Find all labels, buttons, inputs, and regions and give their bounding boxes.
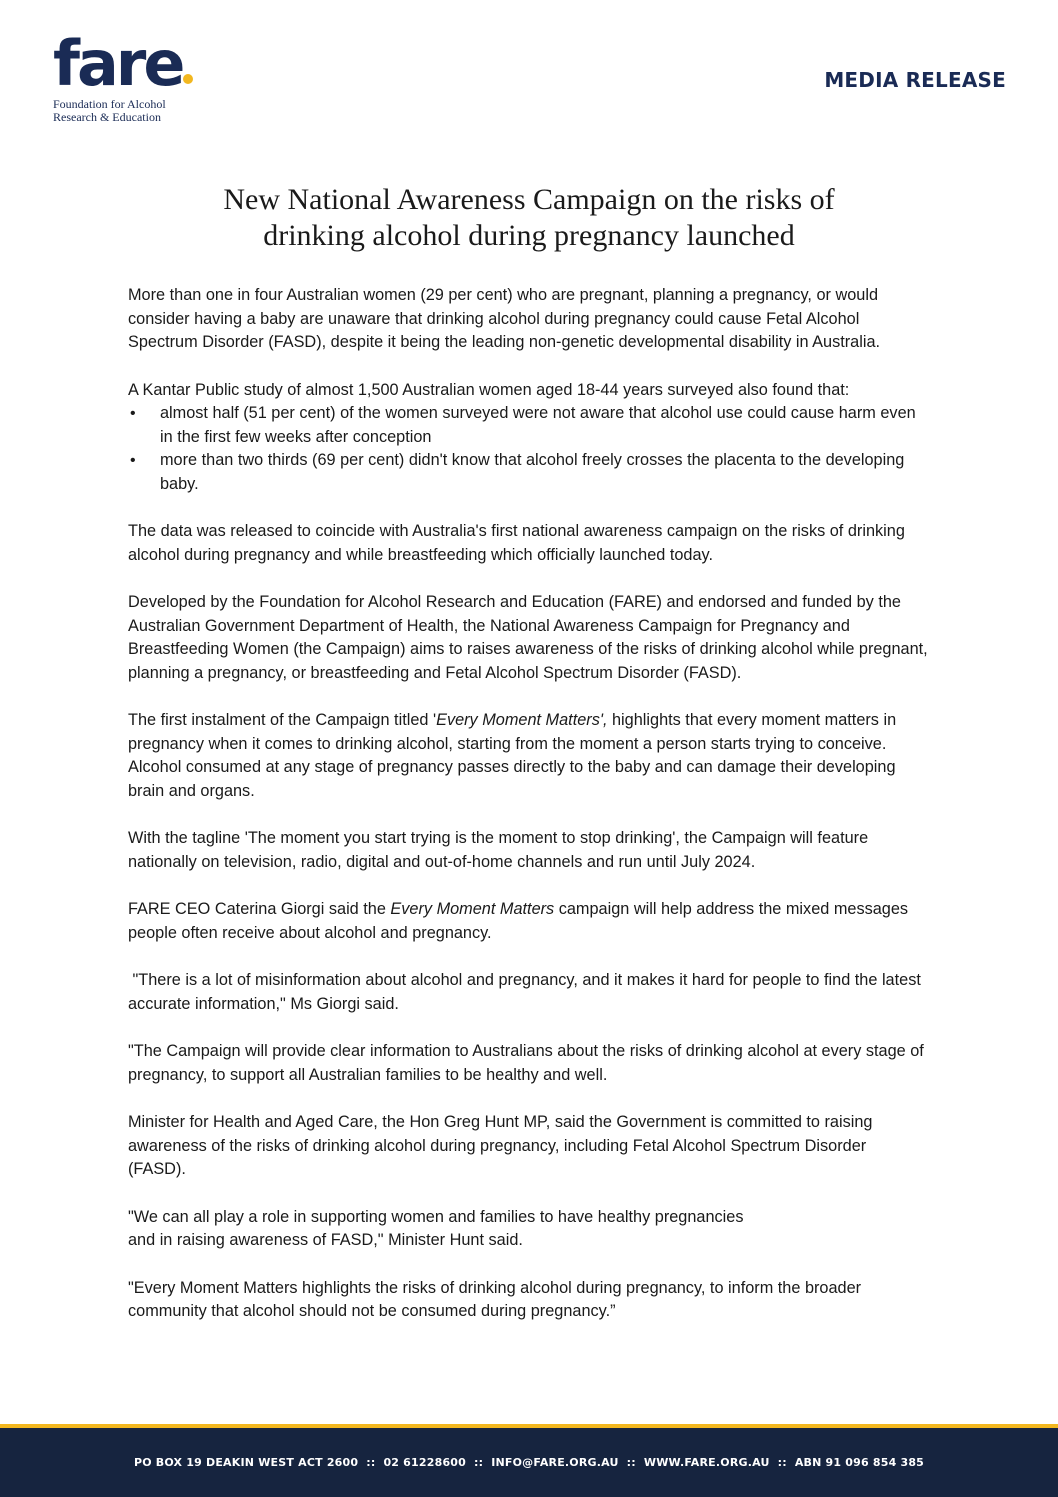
- fare-logo: [53, 27, 213, 124]
- p7-campaign-name: Every Moment Matters: [390, 900, 555, 918]
- p11-line1: "We can all play a role in supporting women and families to have healthy pregnancies: [128, 1207, 744, 1226]
- title-line2: drinking alcohol during pregnancy launched: [263, 219, 795, 252]
- media-release-label: MEDIA RELEASE: [824, 68, 1006, 92]
- p5-text-b: highlights that every moment matters in pregnancy when it comes to drinking alcohol, starting from the moment a person starts trying to conceive. Alcohol consumed at any stage of pregnancy passes directly to the baby and can damage their developing brain and organs.: [128, 711, 897, 800]
- footer-separator: ::: [474, 1456, 484, 1469]
- logo-subtitle-line1: Foundation for Alcohol: [53, 97, 166, 111]
- findings-list: [128, 402, 928, 496]
- footer-abn: ABN 91 096 854 385: [794, 1456, 925, 1469]
- paragraph-11: [128, 1206, 928, 1253]
- logo-dot-icon: [183, 74, 193, 84]
- title-line1: New National Awareness Campaign on the risks of: [223, 183, 835, 216]
- logo-subtitle-line2: Research & Education: [53, 110, 161, 124]
- paragraph-10: Minister for Health and Aged Care, the Hon Greg Hunt MP, said the Government is committed to raising awareness of the risks of drinking alcohol during pregnancy, including Fetal Alcohol Spectrum Disorder (FASD).: [128, 1113, 873, 1178]
- paragraph-2: A Kantar Public study of almost 1,500 Australian women aged 18-44 years surveyed also found that:: [128, 380, 850, 399]
- p11-line2: and in raising awareness of FASD," Minister Hunt said.: [128, 1231, 523, 1249]
- paragraph-8: "There is a lot of misinformation about alcohol and pregnancy, and it makes it hard for people to find the latest accurate information," Ms Giorgi said.: [128, 971, 926, 1013]
- logo-subtitle: [53, 98, 213, 124]
- footer-website[interactable]: WWW.FARE.ORG.AU: [643, 1456, 770, 1469]
- p5-text-a: The first instalment of the Campaign titled ': [128, 711, 437, 729]
- page-title: [0, 182, 1058, 254]
- paragraph-5: [128, 709, 928, 803]
- paragraph-7: [128, 898, 928, 945]
- footer-phone: 02 61228600: [383, 1456, 467, 1469]
- paragraph-9: "The Campaign will provide clear information to Australians about the risks of drinking alcohol at every stage of pregnancy, to support all Australian families to be healthy and well.: [128, 1042, 924, 1084]
- release-body: [128, 284, 928, 1324]
- paragraph-6: With the tagline 'The moment you start trying is the moment to stop drinking', the Campaign will feature nationally on television, radio, digital and out-of-home channels and run until July 2024.: [128, 829, 869, 871]
- paragraph-4: Developed by the Foundation for Alcohol Research and Education (FARE) and endorsed and funded by the Australian Government Department of Health, the National Awareness Campaign for Pregnancy and Breastfeeding Women (the Campaign) aims to raises awareness of the risks of drinking alcohol while pregnant, planning a pregnancy, or breastfeeding and Fetal Alcohol Spectrum Disorder (FASD).: [128, 593, 928, 682]
- p5-campaign-name: Every Moment Matters',: [436, 711, 608, 729]
- footer-bar: [0, 1428, 1058, 1497]
- logo-word-text: fare: [53, 27, 183, 100]
- logo-wordmark: [53, 27, 183, 100]
- paragraph-12: "Every Moment Matters highlights the risks of drinking alcohol during pregnancy, to inform the broader community that alcohol should not be consumed during pregnancy.”: [128, 1278, 862, 1320]
- p7-text-b: campaign will help address the mixed messages people often receive about alcohol and pregnancy.: [128, 900, 909, 942]
- paragraph-1: More than one in four Australian women (29 per cent) who are pregnant, planning a pregnancy, or would consider having a baby are unaware that drinking alcohol during pregnancy could cause Fetal Alcohol Spectrum Disorder (FASD), despite it being the leading non-genetic developmental disability in Australia.: [128, 286, 881, 351]
- footer-separator: ::: [366, 1456, 376, 1469]
- list-item: • more than two thirds (69 per cent) didn't know that alcohol freely crosses the placenta to the developing baby.: [128, 449, 928, 496]
- footer-separator: ::: [777, 1456, 787, 1469]
- footer-separator: ::: [626, 1456, 636, 1469]
- paragraph-3: The data was released to coincide with Australia's first national awareness campaign on the risks of drinking alcohol during pregnancy and while breastfeeding which officially launched today.: [128, 522, 905, 564]
- footer-address: PO BOX 19 DEAKIN WEST ACT 2600: [133, 1456, 359, 1469]
- footer-email[interactable]: INFO@FARE.ORG.AU: [491, 1456, 619, 1469]
- list-item: • almost half (51 per cent) of the women surveyed were not aware that alcohol use could cause harm even in the first few weeks after conception: [128, 402, 928, 449]
- p7-text-a: FARE CEO Caterina Giorgi said the: [128, 900, 391, 918]
